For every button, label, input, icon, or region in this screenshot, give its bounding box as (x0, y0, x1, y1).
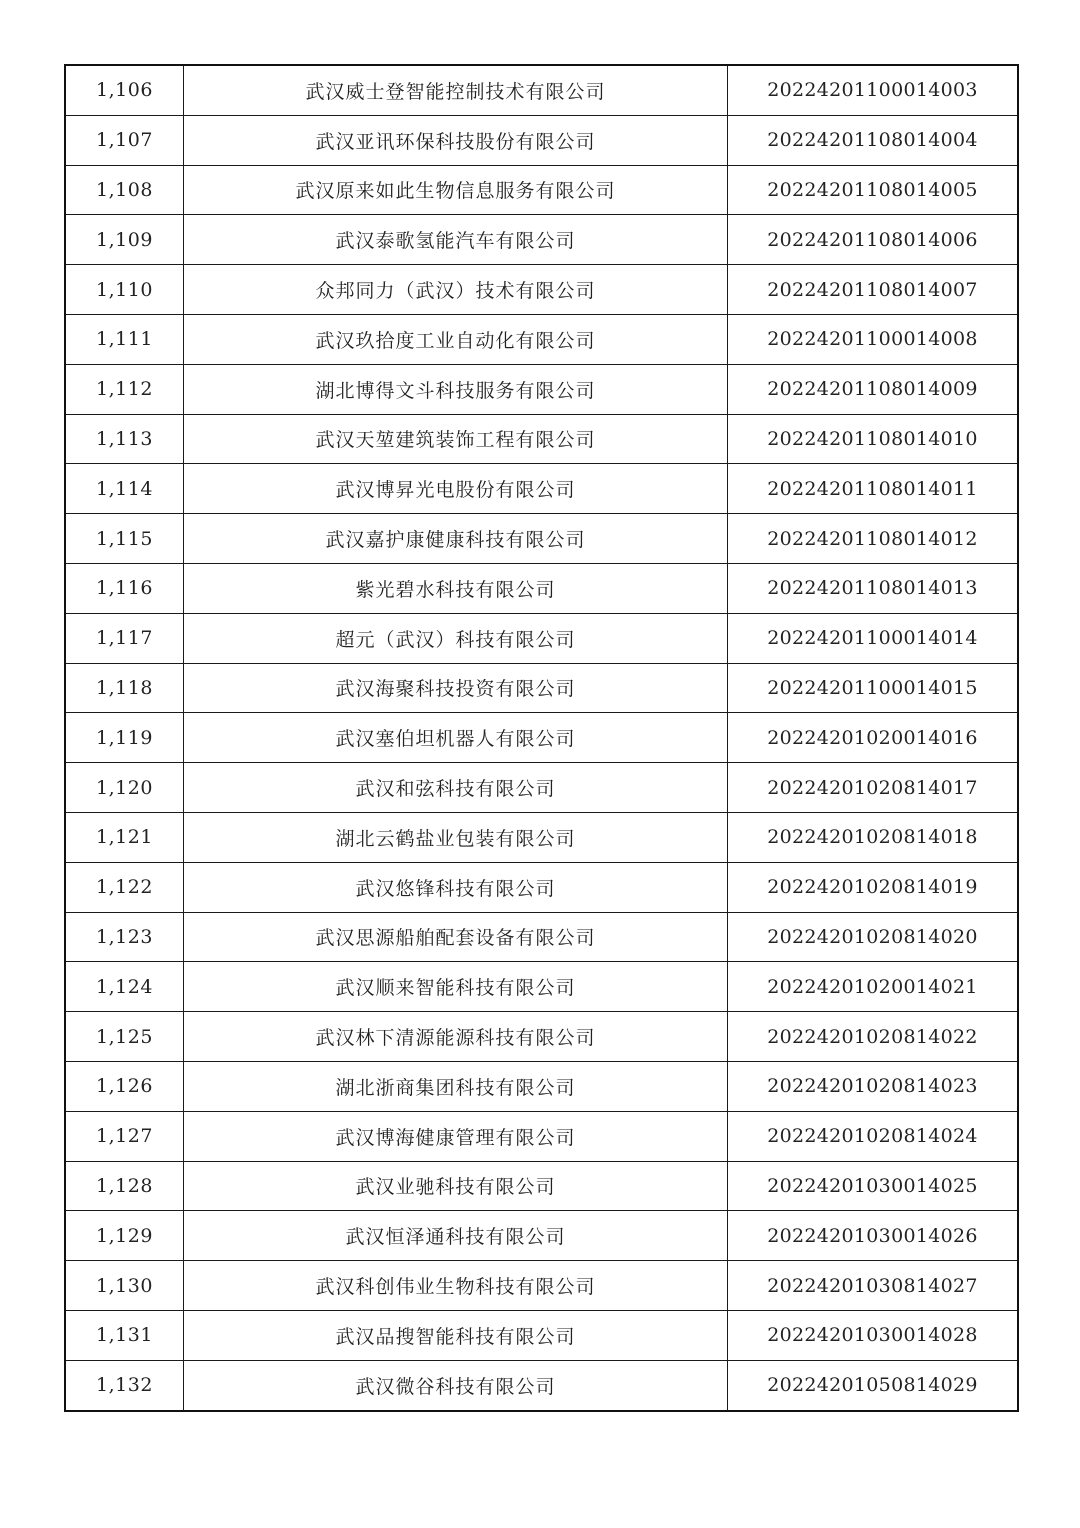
row-index: 1,118 (65, 663, 184, 713)
row-index: 1,117 (65, 613, 184, 663)
registration-code: 20224201108014004 (728, 115, 1019, 165)
row-index: 1,124 (65, 962, 184, 1012)
company-list-body (65, 65, 1018, 1411)
table-row (65, 1360, 1018, 1410)
row-index: 1,111 (65, 314, 184, 364)
table-row (65, 414, 1018, 464)
row-index: 1,107 (65, 115, 184, 165)
company-name: 武汉亚讯环保科技股份有限公司 (184, 115, 728, 165)
row-index: 1,120 (65, 763, 184, 813)
registration-code: 20224201108014013 (728, 563, 1019, 613)
table-row (65, 962, 1018, 1012)
row-index: 1,122 (65, 862, 184, 912)
company-name: 武汉思源船舶配套设备有限公司 (184, 912, 728, 962)
row-index: 1,106 (65, 65, 184, 115)
table-row (65, 115, 1018, 165)
company-name: 武汉悠锋科技有限公司 (184, 862, 728, 912)
row-index: 1,109 (65, 215, 184, 265)
company-name: 武汉威士登智能控制技术有限公司 (184, 65, 728, 115)
table-row (65, 215, 1018, 265)
table-row (65, 314, 1018, 364)
row-index: 1,115 (65, 514, 184, 564)
table-row (65, 1310, 1018, 1360)
registration-code: 20224201030014026 (728, 1211, 1019, 1261)
company-name: 湖北浙商集团科技有限公司 (184, 1061, 728, 1111)
registration-code: 20224201108014005 (728, 165, 1019, 215)
registration-code: 20224201020814019 (728, 862, 1019, 912)
table-row (65, 1161, 1018, 1211)
company-name: 武汉微谷科技有限公司 (184, 1360, 728, 1410)
registration-code: 20224201100014014 (728, 613, 1019, 663)
company-name: 武汉玖拾度工业自动化有限公司 (184, 314, 728, 364)
company-name: 武汉原来如此生物信息服务有限公司 (184, 165, 728, 215)
table-row (65, 265, 1018, 315)
table-row (65, 514, 1018, 564)
registration-code: 20224201020014021 (728, 962, 1019, 1012)
row-index: 1,112 (65, 364, 184, 414)
table-row (65, 663, 1018, 713)
table-row (65, 563, 1018, 613)
registration-code: 20224201108014012 (728, 514, 1019, 564)
registration-code: 20224201020814024 (728, 1111, 1019, 1161)
company-name: 湖北云鹤盐业包装有限公司 (184, 812, 728, 862)
company-name: 武汉泰歌氢能汽车有限公司 (184, 215, 728, 265)
registration-code: 20224201020814022 (728, 1012, 1019, 1062)
row-index: 1,125 (65, 1012, 184, 1062)
registration-code: 20224201050814029 (728, 1360, 1019, 1410)
company-name: 武汉嘉护康健康科技有限公司 (184, 514, 728, 564)
registration-code: 20224201020814018 (728, 812, 1019, 862)
row-index: 1,126 (65, 1061, 184, 1111)
row-index: 1,113 (65, 414, 184, 464)
table-row (65, 1211, 1018, 1261)
company-name: 湖北博得文斗科技服务有限公司 (184, 364, 728, 414)
registration-code: 20224201108014009 (728, 364, 1019, 414)
company-name: 武汉博海健康管理有限公司 (184, 1111, 728, 1161)
company-name: 武汉科创伟业生物科技有限公司 (184, 1261, 728, 1311)
table-row (65, 613, 1018, 663)
table-row (65, 912, 1018, 962)
table-row (65, 464, 1018, 514)
company-name: 紫光碧水科技有限公司 (184, 563, 728, 613)
company-name: 武汉博昇光电股份有限公司 (184, 464, 728, 514)
company-name: 武汉业驰科技有限公司 (184, 1161, 728, 1211)
company-name: 武汉塞伯坦机器人有限公司 (184, 713, 728, 763)
company-name: 武汉顺来智能科技有限公司 (184, 962, 728, 1012)
registration-code: 20224201020814020 (728, 912, 1019, 962)
table-row (65, 1061, 1018, 1111)
registration-code: 20224201108014007 (728, 265, 1019, 315)
registration-code: 20224201100014015 (728, 663, 1019, 713)
row-index: 1,121 (65, 812, 184, 862)
table-row (65, 812, 1018, 862)
registration-code: 20224201108014011 (728, 464, 1019, 514)
row-index: 1,129 (65, 1211, 184, 1261)
company-name: 武汉海聚科技投资有限公司 (184, 663, 728, 713)
row-index: 1,119 (65, 713, 184, 763)
registration-code: 20224201108014006 (728, 215, 1019, 265)
row-index: 1,128 (65, 1161, 184, 1211)
company-list-table (64, 64, 1019, 1412)
registration-code: 20224201020014016 (728, 713, 1019, 763)
company-name: 超元（武汉）科技有限公司 (184, 613, 728, 663)
table-row (65, 713, 1018, 763)
row-index: 1,132 (65, 1360, 184, 1410)
table-row (65, 862, 1018, 912)
company-name: 武汉天堃建筑装饰工程有限公司 (184, 414, 728, 464)
row-index: 1,123 (65, 912, 184, 962)
registration-code: 20224201030014025 (728, 1161, 1019, 1211)
table-row (65, 1012, 1018, 1062)
table-row (65, 364, 1018, 414)
registration-code: 20224201108014010 (728, 414, 1019, 464)
row-index: 1,114 (65, 464, 184, 514)
registration-code: 20224201030814027 (728, 1261, 1019, 1311)
company-name: 众邦同力（武汉）技术有限公司 (184, 265, 728, 315)
registration-code: 20224201100014003 (728, 65, 1019, 115)
row-index: 1,127 (65, 1111, 184, 1161)
row-index: 1,131 (65, 1310, 184, 1360)
row-index: 1,110 (65, 265, 184, 315)
company-name: 武汉和弦科技有限公司 (184, 763, 728, 813)
registration-code: 20224201020814023 (728, 1061, 1019, 1111)
table-row (65, 165, 1018, 215)
table-row (65, 1111, 1018, 1161)
table-row (65, 763, 1018, 813)
registration-code: 20224201020814017 (728, 763, 1019, 813)
company-name: 武汉恒泽通科技有限公司 (184, 1211, 728, 1261)
row-index: 1,130 (65, 1261, 184, 1311)
registration-code: 20224201030014028 (728, 1310, 1019, 1360)
row-index: 1,108 (65, 165, 184, 215)
table-row (65, 1261, 1018, 1311)
registration-code: 20224201100014008 (728, 314, 1019, 364)
row-index: 1,116 (65, 563, 184, 613)
table-row (65, 65, 1018, 115)
company-name: 武汉品搜智能科技有限公司 (184, 1310, 728, 1360)
company-name: 武汉林下清源能源科技有限公司 (184, 1012, 728, 1062)
